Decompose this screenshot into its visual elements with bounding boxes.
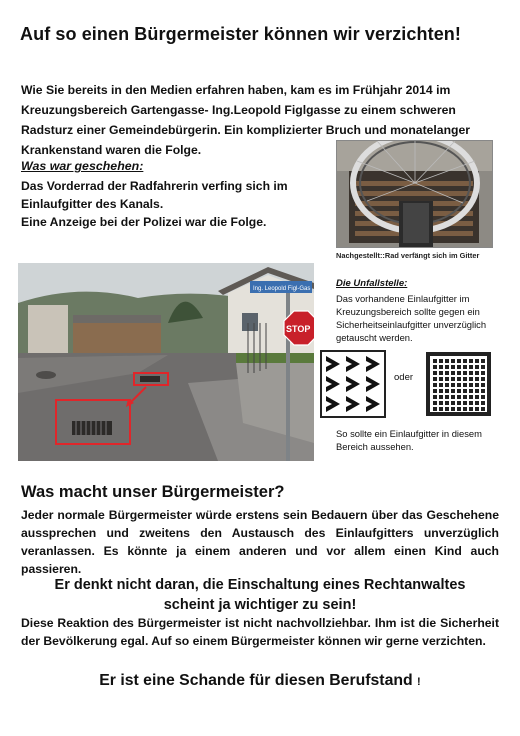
- mesh-grate-image: [425, 351, 492, 417]
- incident-text: Das vorhandene Einlaufgitter im Kreuzungsbereich sollte gegen ein Sicherheitseinlaufgitter unverzüglich getauscht werden.: [336, 293, 487, 343]
- what-happened-heading: Was war geschehen:: [21, 159, 144, 173]
- highlight-line-2: scheint ja wichtiger zu sein!: [163, 597, 357, 613]
- final-exclamation: !: [417, 676, 421, 688]
- street-name-sign: Ing. Leopold Figl-Gas: [253, 286, 311, 292]
- chevron-grate-image: [320, 350, 386, 418]
- what-happened-text: Das Vorderrad der Radfahrerin verfing sich im Einlaufgitter des Kanals. Eine Anzeige bei der Polizei war die Folge.: [21, 179, 288, 229]
- should-look-text: So sollte ein Einlaufgitter in diesem Bereich aussehen.: [336, 428, 482, 452]
- incident-heading: Die Unfallstelle:: [336, 278, 408, 289]
- intro-paragraph: Wie Sie bereits in den Medien erfahren haben, kam es im Frühjahr 2014 im Kreuzungsbereich Gartengasse- Ing.Leopold Figlgasse zu einem schweren Radsturz einer Gemeindebürgerin. Ein komplizierter Bruch und monatelanger Krankenstand waren die Folge.: [21, 83, 470, 157]
- street-crossing-photo: [18, 263, 314, 461]
- stop-sign: STOP: [286, 324, 311, 334]
- final-text: Er ist eine Schande für diesen Berufstand: [99, 672, 413, 689]
- highlight-line-1: Er denkt nicht daran, die Einschaltung eines Rechtanwaltes: [54, 577, 466, 593]
- mayor-paragraph-1: Jeder normale Bürgermeister würde erstens sein Bedauern über das Geschehene aussprechen und zweitens den Austausch des Einlaufgitters unverzüglich veranlassen. Es könnte ja einem anderen und vor allem einen Kind auch passieren.: [21, 508, 499, 576]
- final-statement: [21, 672, 499, 690]
- grate-photo-caption: Nachgestellt::Rad verfängt sich im Gitter: [336, 251, 480, 260]
- highlight-statement: [21, 575, 499, 615]
- mayor-paragraph-2: Diese Reaktion des Bürgermeister ist nicht nachvollziehbar. Ihm ist die Sicherheit der Bevölkerung egal. Auf so einem Bürgermeister können wir gerne verzichten.: [21, 616, 499, 648]
- page-title: Auf so einen Bürgermeister können wir verzichten!: [20, 24, 461, 44]
- bike-wheel-grate-photo: [336, 140, 493, 248]
- or-label: oder: [394, 372, 414, 383]
- mayor-section-heading: Was macht unser Bürgermeister?: [21, 483, 285, 501]
